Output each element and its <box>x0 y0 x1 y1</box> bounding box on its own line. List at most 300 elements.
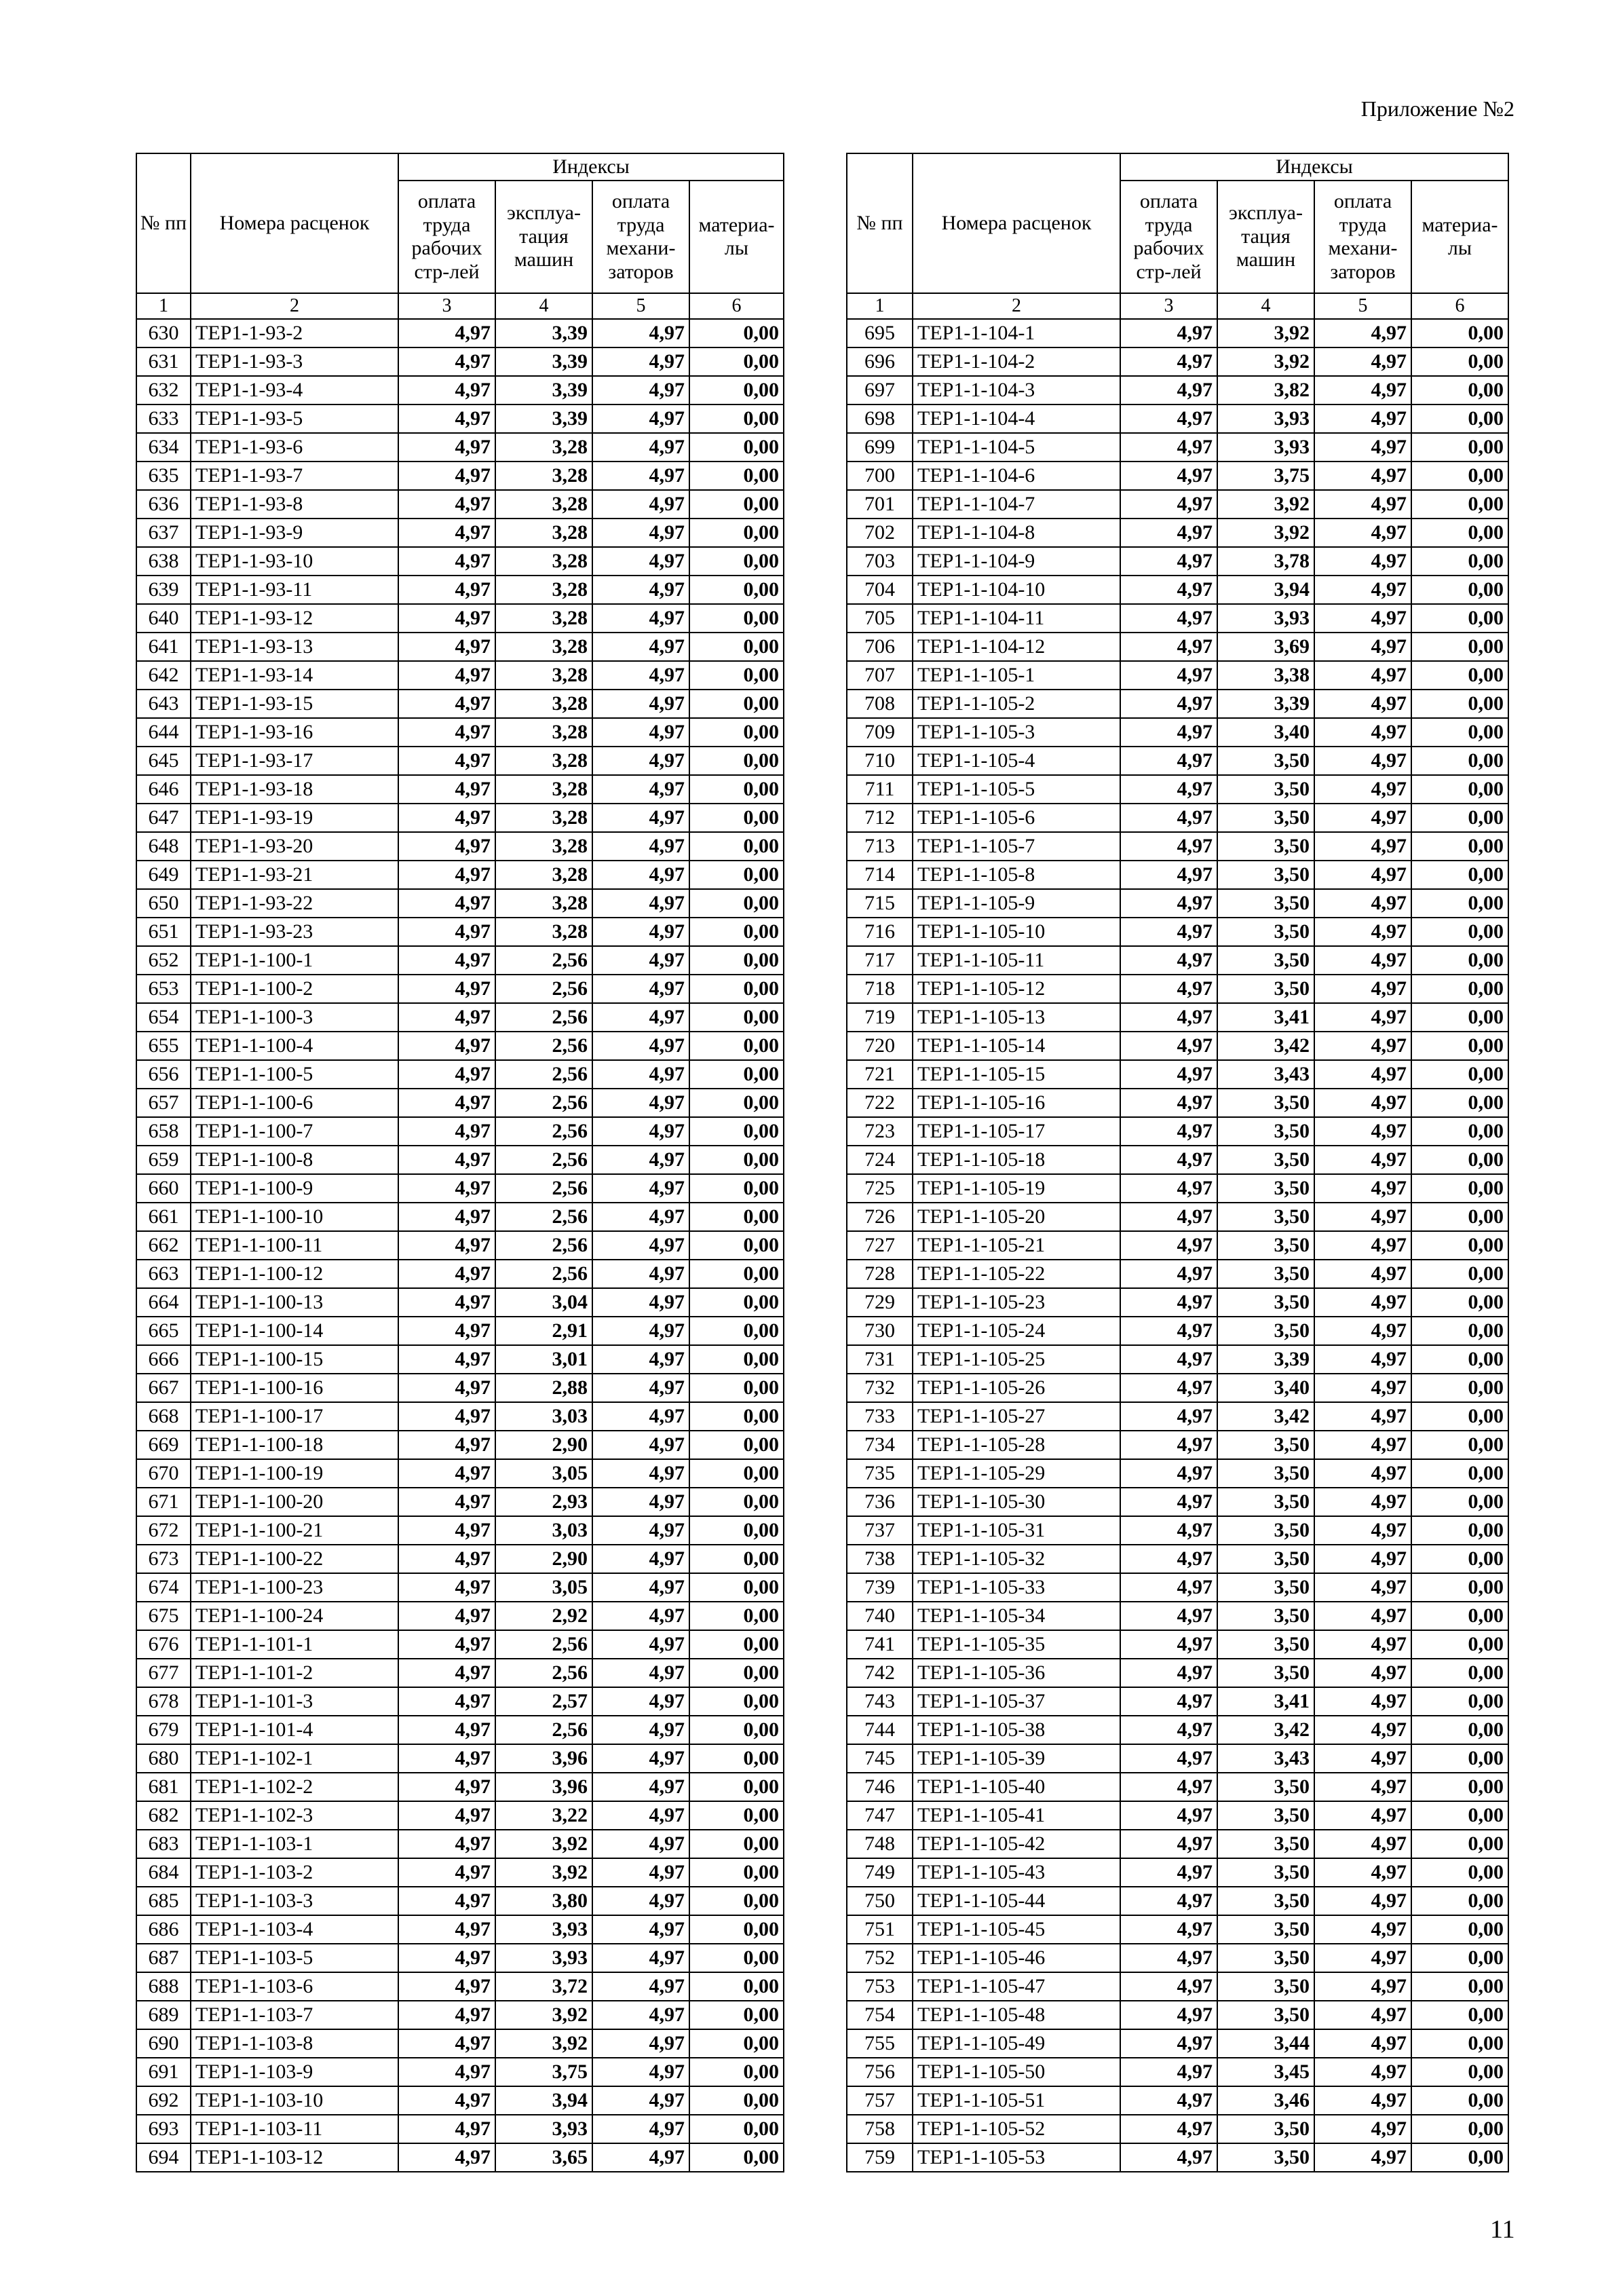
machine-operation-index: 3,28 <box>495 462 592 490</box>
rate-code: ТЕР1-1-105-10 <box>913 918 1120 946</box>
labor-operators-index: 4,97 <box>592 1687 689 1716</box>
labor-workers-index: 4,97 <box>398 1431 495 1459</box>
header-machine-operation: эксплуа-тация машин <box>495 181 592 293</box>
row-number: 639 <box>136 576 191 604</box>
labor-workers-index: 4,97 <box>398 1260 495 1288</box>
labor-operators-index: 4,97 <box>592 404 689 433</box>
machine-operation-index: 3,82 <box>1217 376 1314 404</box>
labor-operators-index: 4,97 <box>592 2029 689 2058</box>
materials-index: 0,00 <box>1411 889 1508 918</box>
labor-workers-index: 4,97 <box>1120 1887 1217 1915</box>
table-row <box>847 1146 1508 1174</box>
machine-operation-index: 3,50 <box>1217 1174 1314 1203</box>
table-row <box>847 633 1508 661</box>
row-number: 670 <box>136 1459 191 1488</box>
materials-index: 0,00 <box>689 519 784 547</box>
materials-index: 0,00 <box>1411 2115 1508 2143</box>
table-row <box>847 775 1508 804</box>
table-row <box>847 1174 1508 1203</box>
materials-index: 0,00 <box>1411 690 1508 718</box>
materials-index: 0,00 <box>689 1288 784 1317</box>
row-number: 693 <box>136 2115 191 2143</box>
machine-operation-index: 3,39 <box>495 347 592 376</box>
machine-operation-index: 3,50 <box>1217 1260 1314 1288</box>
row-number: 657 <box>136 1089 191 1117</box>
rate-code: ТЕР1-1-93-7 <box>191 462 398 490</box>
labor-workers-index: 4,97 <box>398 718 495 747</box>
labor-operators-index: 4,97 <box>592 1744 689 1773</box>
rate-code: ТЕР1-1-105-27 <box>913 1402 1120 1431</box>
machine-operation-index: 2,56 <box>495 1117 592 1146</box>
table-row <box>847 861 1508 889</box>
row-number: 640 <box>136 604 191 633</box>
table-row <box>136 832 784 861</box>
rate-code: ТЕР1-1-100-10 <box>191 1203 398 1231</box>
materials-index: 0,00 <box>1411 1915 1508 1944</box>
machine-operation-index: 3,93 <box>495 1944 592 1972</box>
labor-workers-index: 4,97 <box>1120 946 1217 975</box>
table-row <box>847 490 1508 519</box>
machine-operation-index: 3,28 <box>495 519 592 547</box>
machine-operation-index: 3,50 <box>1217 1146 1314 1174</box>
materials-index: 0,00 <box>1411 1858 1508 1887</box>
machine-operation-index: 3,38 <box>1217 661 1314 690</box>
rate-code: ТЕР1-1-101-3 <box>191 1687 398 1716</box>
rate-code: ТЕР1-1-100-5 <box>191 1060 398 1089</box>
machine-operation-index: 3,50 <box>1217 918 1314 946</box>
labor-workers-index: 4,97 <box>1120 1716 1217 1744</box>
machine-operation-index: 3,05 <box>495 1459 592 1488</box>
row-number: 636 <box>136 490 191 519</box>
labor-workers-index: 4,97 <box>1120 1345 1217 1374</box>
labor-operators-index: 4,97 <box>1314 1602 1411 1630</box>
rate-code: ТЕР1-1-105-33 <box>913 1573 1120 1602</box>
table-row <box>136 690 784 718</box>
labor-workers-index: 4,97 <box>398 1659 495 1687</box>
materials-index: 0,00 <box>1411 1972 1508 2001</box>
materials-index: 0,00 <box>689 747 784 775</box>
materials-index: 0,00 <box>1411 918 1508 946</box>
labor-operators-index: 4,97 <box>1314 1630 1411 1659</box>
row-number: 674 <box>136 1573 191 1602</box>
table-row <box>136 1773 784 1801</box>
labor-operators-index: 4,97 <box>592 433 689 462</box>
labor-workers-index: 4,97 <box>1120 2058 1217 2086</box>
row-number: 663 <box>136 1260 191 1288</box>
machine-operation-index: 3,50 <box>1217 1659 1314 1687</box>
materials-index: 0,00 <box>689 1459 784 1488</box>
labor-operators-index: 4,97 <box>1314 319 1411 347</box>
row-number: 728 <box>847 1260 913 1288</box>
materials-index: 0,00 <box>1411 1887 1508 1915</box>
machine-operation-index: 3,50 <box>1217 1288 1314 1317</box>
table-row <box>136 1431 784 1459</box>
row-number: 737 <box>847 1516 913 1545</box>
labor-operators-index: 4,97 <box>592 718 689 747</box>
labor-workers-index: 4,97 <box>1120 1402 1217 1431</box>
table-row <box>847 1887 1508 1915</box>
labor-workers-index: 4,97 <box>398 1887 495 1915</box>
table-row <box>847 1516 1508 1545</box>
materials-index: 0,00 <box>689 1317 784 1345</box>
row-number: 751 <box>847 1915 913 1944</box>
labor-workers-index: 4,97 <box>398 1402 495 1431</box>
materials-index: 0,00 <box>1411 490 1508 519</box>
materials-index: 0,00 <box>1411 1317 1508 1345</box>
materials-index: 0,00 <box>1411 1345 1508 1374</box>
header-col-number: 4 <box>1217 293 1314 319</box>
labor-operators-index: 4,97 <box>1314 1858 1411 1887</box>
labor-workers-index: 4,97 <box>1120 1174 1217 1203</box>
materials-index: 0,00 <box>1411 1716 1508 1744</box>
row-number: 724 <box>847 1146 913 1174</box>
row-number: 675 <box>136 1602 191 1630</box>
table-row <box>136 1117 784 1146</box>
labor-workers-index: 4,97 <box>1120 1516 1217 1545</box>
table-row <box>136 1374 784 1402</box>
labor-workers-index: 4,97 <box>398 1545 495 1573</box>
labor-workers-index: 4,97 <box>398 889 495 918</box>
labor-workers-index: 4,97 <box>398 547 495 576</box>
materials-index: 0,00 <box>1411 2058 1508 2086</box>
labor-operators-index: 4,97 <box>1314 1431 1411 1459</box>
table-row <box>136 946 784 975</box>
rate-code: ТЕР1-1-103-1 <box>191 1830 398 1858</box>
labor-operators-index: 4,97 <box>592 1174 689 1203</box>
row-number: 743 <box>847 1687 913 1716</box>
materials-index: 0,00 <box>689 804 784 832</box>
machine-operation-index: 3,39 <box>1217 1345 1314 1374</box>
machine-operation-index: 3,42 <box>1217 1402 1314 1431</box>
machine-operation-index: 3,92 <box>495 2001 592 2029</box>
table-row <box>136 490 784 519</box>
labor-operators-index: 4,97 <box>592 2001 689 2029</box>
machine-operation-index: 3,50 <box>1217 1830 1314 1858</box>
table-row <box>847 1117 1508 1146</box>
materials-index: 0,00 <box>689 1060 784 1089</box>
materials-index: 0,00 <box>689 946 784 975</box>
labor-operators-index: 4,97 <box>1314 718 1411 747</box>
labor-workers-index: 4,97 <box>1120 2029 1217 2058</box>
labor-operators-index: 4,97 <box>1314 433 1411 462</box>
machine-operation-index: 3,93 <box>1217 404 1314 433</box>
labor-operators-index: 4,97 <box>1314 1288 1411 1317</box>
machine-operation-index: 3,44 <box>1217 2029 1314 2058</box>
rate-code: ТЕР1-1-93-9 <box>191 519 398 547</box>
labor-operators-index: 4,97 <box>592 1146 689 1174</box>
table-row <box>847 1345 1508 1374</box>
rate-code: ТЕР1-1-100-20 <box>191 1488 398 1516</box>
row-number: 720 <box>847 1032 913 1060</box>
row-number: 722 <box>847 1089 913 1117</box>
labor-operators-index: 4,97 <box>1314 1830 1411 1858</box>
materials-index: 0,00 <box>1411 376 1508 404</box>
table-row <box>136 1801 784 1830</box>
machine-operation-index: 2,90 <box>495 1431 592 1459</box>
labor-workers-index: 4,97 <box>1120 1431 1217 1459</box>
rate-code: ТЕР1-1-103-11 <box>191 2115 398 2143</box>
materials-index: 0,00 <box>689 1117 784 1146</box>
materials-index: 0,00 <box>689 433 784 462</box>
labor-workers-index: 4,97 <box>398 2029 495 2058</box>
row-number: 685 <box>136 1887 191 1915</box>
row-number: 667 <box>136 1374 191 1402</box>
labor-workers-index: 4,97 <box>398 1744 495 1773</box>
materials-index: 0,00 <box>689 633 784 661</box>
table-row <box>136 1032 784 1060</box>
labor-workers-index: 4,97 <box>1120 775 1217 804</box>
rate-code: ТЕР1-1-100-21 <box>191 1516 398 1545</box>
labor-operators-index: 4,97 <box>592 1431 689 1459</box>
labor-workers-index: 4,97 <box>1120 1374 1217 1402</box>
table-row <box>847 1744 1508 1773</box>
labor-operators-index: 4,97 <box>592 747 689 775</box>
materials-index: 0,00 <box>1411 1431 1508 1459</box>
rate-code: ТЕР1-1-103-5 <box>191 1944 398 1972</box>
row-number: 638 <box>136 547 191 576</box>
rate-code: ТЕР1-1-93-23 <box>191 918 398 946</box>
labor-operators-index: 4,97 <box>1314 2001 1411 2029</box>
row-number: 755 <box>847 2029 913 2058</box>
labor-operators-index: 4,97 <box>592 2086 689 2115</box>
labor-workers-index: 4,97 <box>398 1716 495 1744</box>
row-number: 719 <box>847 1003 913 1032</box>
rate-code: ТЕР1-1-100-9 <box>191 1174 398 1203</box>
header-num: № пп <box>136 153 191 293</box>
materials-index: 0,00 <box>1411 1003 1508 1032</box>
machine-operation-index: 3,92 <box>1217 319 1314 347</box>
machine-operation-index: 2,56 <box>495 1060 592 1089</box>
materials-index: 0,00 <box>689 718 784 747</box>
rate-code: ТЕР1-1-104-2 <box>913 347 1120 376</box>
materials-index: 0,00 <box>1411 1288 1508 1317</box>
table-row <box>136 462 784 490</box>
labor-operators-index: 4,97 <box>1314 2029 1411 2058</box>
labor-operators-index: 4,97 <box>1314 2143 1411 2172</box>
machine-operation-index: 3,01 <box>495 1345 592 1374</box>
row-number: 676 <box>136 1630 191 1659</box>
row-number: 723 <box>847 1117 913 1146</box>
labor-operators-index: 4,97 <box>592 1659 689 1687</box>
labor-workers-index: 4,97 <box>1120 1659 1217 1687</box>
labor-workers-index: 4,97 <box>1120 490 1217 519</box>
machine-operation-index: 3,50 <box>1217 861 1314 889</box>
machine-operation-index: 3,28 <box>495 747 592 775</box>
labor-workers-index: 4,97 <box>1120 661 1217 690</box>
labor-operators-index: 4,97 <box>1314 490 1411 519</box>
labor-workers-index: 4,97 <box>398 319 495 347</box>
machine-operation-index: 2,56 <box>495 1146 592 1174</box>
rate-code: ТЕР1-1-105-13 <box>913 1003 1120 1032</box>
row-number: 632 <box>136 376 191 404</box>
rate-code: ТЕР1-1-100-1 <box>191 946 398 975</box>
labor-operators-index: 4,97 <box>592 1488 689 1516</box>
header-col-number: 4 <box>495 293 592 319</box>
labor-operators-index: 4,97 <box>1314 1089 1411 1117</box>
labor-workers-index: 4,97 <box>398 1915 495 1944</box>
machine-operation-index: 3,28 <box>495 490 592 519</box>
labor-workers-index: 4,97 <box>398 1630 495 1659</box>
table-row <box>136 2058 784 2086</box>
table-row <box>136 1744 784 1773</box>
table-row <box>847 975 1508 1003</box>
materials-index: 0,00 <box>1411 1602 1508 1630</box>
row-number: 645 <box>136 747 191 775</box>
labor-workers-index: 4,97 <box>398 804 495 832</box>
labor-workers-index: 4,97 <box>398 1032 495 1060</box>
table-row <box>136 1203 784 1231</box>
rate-code: ТЕР1-1-105-51 <box>913 2086 1120 2115</box>
materials-index: 0,00 <box>689 319 784 347</box>
labor-operators-index: 4,97 <box>1314 1545 1411 1573</box>
machine-operation-index: 3,28 <box>495 889 592 918</box>
table-row <box>847 1203 1508 1231</box>
row-number: 633 <box>136 404 191 433</box>
header-col-number: 3 <box>1120 293 1217 319</box>
labor-operators-index: 4,97 <box>1314 633 1411 661</box>
row-number: 649 <box>136 861 191 889</box>
materials-index: 0,00 <box>689 1801 784 1830</box>
rate-code: ТЕР1-1-93-17 <box>191 747 398 775</box>
materials-index: 0,00 <box>1411 1659 1508 1687</box>
rate-code: ТЕР1-1-105-53 <box>913 2143 1120 2172</box>
materials-index: 0,00 <box>689 2115 784 2143</box>
table-row <box>136 1516 784 1545</box>
labor-operators-index: 4,97 <box>1314 2086 1411 2115</box>
labor-operators-index: 4,97 <box>1314 404 1411 433</box>
labor-workers-index: 4,97 <box>398 1003 495 1032</box>
materials-index: 0,00 <box>1411 1744 1508 1773</box>
labor-workers-index: 4,97 <box>1120 2143 1217 2172</box>
header-num: № пп <box>847 153 913 293</box>
labor-workers-index: 4,97 <box>398 462 495 490</box>
labor-operators-index: 4,97 <box>1314 804 1411 832</box>
materials-index: 0,00 <box>1411 861 1508 889</box>
rate-code: ТЕР1-1-105-46 <box>913 1944 1120 1972</box>
materials-index: 0,00 <box>689 1488 784 1516</box>
rate-code: ТЕР1-1-105-26 <box>913 1374 1120 1402</box>
materials-index: 0,00 <box>689 462 784 490</box>
labor-workers-index: 4,97 <box>1120 975 1217 1003</box>
row-number: 742 <box>847 1659 913 1687</box>
row-number: 705 <box>847 604 913 633</box>
rate-code: ТЕР1-1-105-47 <box>913 1972 1120 2001</box>
table-row <box>847 1003 1508 1032</box>
row-number: 704 <box>847 576 913 604</box>
materials-index: 0,00 <box>689 1744 784 1773</box>
machine-operation-index: 3,50 <box>1217 1944 1314 1972</box>
materials-index: 0,00 <box>689 1573 784 1602</box>
table-body-right <box>847 319 1508 2172</box>
materials-index: 0,00 <box>689 404 784 433</box>
labor-workers-index: 4,97 <box>398 1573 495 1602</box>
labor-operators-index: 4,97 <box>1314 975 1411 1003</box>
machine-operation-index: 3,39 <box>495 404 592 433</box>
machine-operation-index: 3,92 <box>495 2029 592 2058</box>
labor-workers-index: 4,97 <box>1120 1972 1217 2001</box>
rate-code: ТЕР1-1-100-16 <box>191 1374 398 1402</box>
labor-workers-index: 4,97 <box>398 1602 495 1630</box>
labor-workers-index: 4,97 <box>1120 1915 1217 1944</box>
labor-operators-index: 4,97 <box>1314 1146 1411 1174</box>
machine-operation-index: 3,50 <box>1217 1801 1314 1830</box>
materials-index: 0,00 <box>1411 1630 1508 1659</box>
machine-operation-index: 3,93 <box>495 2115 592 2143</box>
rate-code: ТЕР1-1-103-9 <box>191 2058 398 2086</box>
rate-code: ТЕР1-1-103-4 <box>191 1915 398 1944</box>
labor-operators-index: 4,97 <box>592 319 689 347</box>
labor-operators-index: 4,97 <box>1314 1203 1411 1231</box>
labor-operators-index: 4,97 <box>592 1573 689 1602</box>
materials-index: 0,00 <box>689 1203 784 1231</box>
labor-workers-index: 4,97 <box>1120 1317 1217 1345</box>
row-number: 658 <box>136 1117 191 1146</box>
table-row <box>136 1944 784 1972</box>
machine-operation-index: 3,69 <box>1217 633 1314 661</box>
table-row <box>136 718 784 747</box>
labor-workers-index: 4,97 <box>398 2143 495 2172</box>
rate-code: ТЕР1-1-93-3 <box>191 347 398 376</box>
labor-workers-index: 4,97 <box>1120 404 1217 433</box>
materials-index: 0,00 <box>689 576 784 604</box>
machine-operation-index: 3,96 <box>495 1773 592 1801</box>
materials-index: 0,00 <box>1411 604 1508 633</box>
header-materials: материа-лы <box>689 181 784 293</box>
header-col-number: 6 <box>1411 293 1508 319</box>
table-row <box>136 775 784 804</box>
labor-operators-index: 4,97 <box>592 1630 689 1659</box>
header-labor-operators: оплата труда механи-заторов <box>592 181 689 293</box>
labor-operators-index: 4,97 <box>592 1944 689 1972</box>
materials-index: 0,00 <box>1411 576 1508 604</box>
machine-operation-index: 2,56 <box>495 1231 592 1260</box>
table-row <box>136 804 784 832</box>
materials-index: 0,00 <box>1411 519 1508 547</box>
rate-code: ТЕР1-1-105-8 <box>913 861 1120 889</box>
materials-index: 0,00 <box>689 1887 784 1915</box>
header-col-number: 5 <box>592 293 689 319</box>
labor-workers-index: 4,97 <box>1120 1744 1217 1773</box>
labor-operators-index: 4,97 <box>592 547 689 576</box>
rate-code: ТЕР1-1-104-9 <box>913 547 1120 576</box>
rate-code: ТЕР1-1-100-6 <box>191 1089 398 1117</box>
machine-operation-index: 3,50 <box>1217 775 1314 804</box>
row-number: 697 <box>847 376 913 404</box>
table-row <box>136 1488 784 1516</box>
labor-operators-index: 4,97 <box>1314 1887 1411 1915</box>
rate-code: ТЕР1-1-100-12 <box>191 1260 398 1288</box>
table-row <box>136 376 784 404</box>
rate-code: ТЕР1-1-105-15 <box>913 1060 1120 1089</box>
materials-index: 0,00 <box>1411 462 1508 490</box>
table-row <box>136 319 784 347</box>
labor-operators-index: 4,97 <box>1314 775 1411 804</box>
labor-workers-index: 4,97 <box>1120 747 1217 775</box>
machine-operation-index: 3,28 <box>495 604 592 633</box>
table-row <box>136 1687 784 1716</box>
table-row <box>847 1773 1508 1801</box>
rate-code: ТЕР1-1-101-2 <box>191 1659 398 1687</box>
labor-operators-index: 4,97 <box>1314 1801 1411 1830</box>
table-row <box>847 1972 1508 2001</box>
table-row <box>136 1345 784 1374</box>
table-row <box>136 1146 784 1174</box>
labor-workers-index: 4,97 <box>398 404 495 433</box>
header-indices: Индексы <box>398 153 784 181</box>
labor-operators-index: 4,97 <box>592 1801 689 1830</box>
row-number: 677 <box>136 1659 191 1687</box>
labor-operators-index: 4,97 <box>592 1716 689 1744</box>
